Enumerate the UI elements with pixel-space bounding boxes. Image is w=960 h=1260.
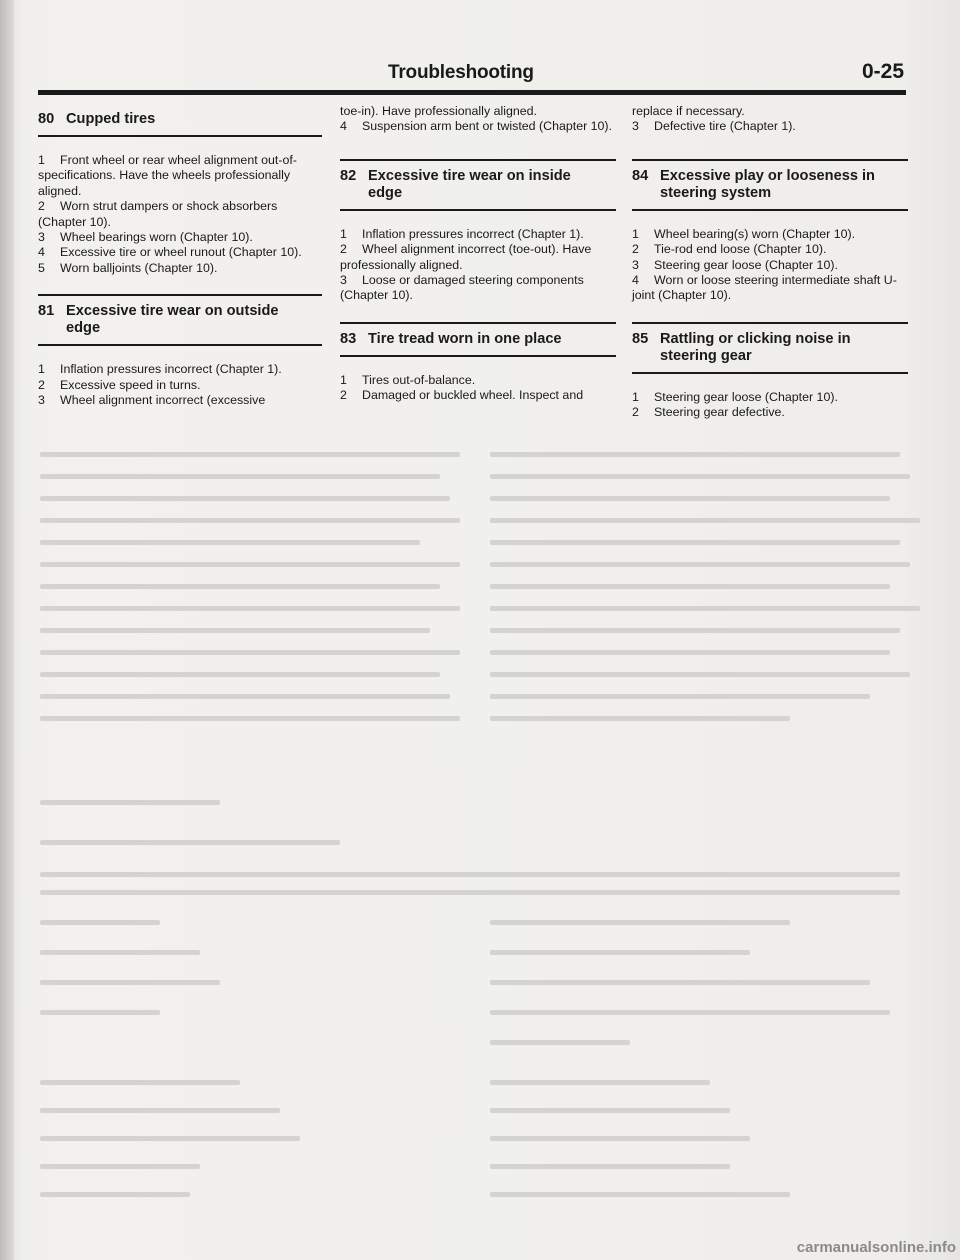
section-rule <box>340 355 616 357</box>
bleed-through-line <box>490 518 920 523</box>
section-rule <box>632 322 908 324</box>
bleed-through-line <box>490 540 900 545</box>
bleed-through-line <box>40 840 340 845</box>
section-rule <box>38 344 322 346</box>
list-item-continued: toe-in). Have professionally aligned. <box>340 104 537 118</box>
bleed-through-line <box>40 650 460 655</box>
bleed-through-line <box>40 1080 240 1085</box>
list-item-continued: replace if necessary. <box>632 104 745 118</box>
bleed-through-line <box>490 474 910 479</box>
bleed-through-line <box>490 672 910 677</box>
column-3 <box>632 104 908 439</box>
list-item: 2 Worn strut dampers or shock absorbers (Chapter 10). <box>38 199 278 229</box>
section-rule <box>632 372 908 374</box>
bleed-through-line <box>40 950 200 955</box>
list-item: 2 Wheel alignment incorrect (toe-out). Have professionally aligned. <box>340 242 592 272</box>
section-items <box>632 390 908 421</box>
continued-text <box>632 104 908 135</box>
section-rule <box>38 294 322 296</box>
continued-text <box>340 104 616 135</box>
bleed-through-line <box>40 518 460 523</box>
bleed-through-line <box>490 496 890 501</box>
bleed-through-line <box>40 1108 280 1113</box>
bleed-through-line <box>40 1136 300 1141</box>
list-item: 1 Steering gear loose (Chapter 10). <box>632 389 838 404</box>
bleed-through-line <box>40 1010 160 1015</box>
list-item: 3 Steering gear loose (Chapter 10). <box>632 257 838 272</box>
section-items <box>38 153 322 276</box>
section-items <box>340 373 616 404</box>
list-item: 4 Worn or loose steering intermediate shaft U-joint (Chapter 10). <box>632 273 897 303</box>
bleed-through-line <box>490 650 890 655</box>
bleed-through-line <box>490 1164 730 1169</box>
list-item: 1 Inflation pressures incorrect (Chapter 1). <box>38 362 282 377</box>
section-rule <box>632 209 908 211</box>
page-number: 0-25 <box>861 60 904 83</box>
bleed-through-line <box>490 628 900 633</box>
list-item: 1 Wheel bearing(s) worn (Chapter 10). <box>632 226 856 241</box>
column-2 <box>340 104 616 422</box>
bleed-through-line <box>40 980 220 985</box>
watermark-text: carmanualsonline.info <box>796 1239 956 1256</box>
list-item: 5 Worn balljoints (Chapter 10). <box>38 260 218 275</box>
section-items <box>38 362 322 408</box>
section-heading: 83 Tire tread worn in one place <box>340 330 562 347</box>
list-item: 4 Excessive tire or wheel runout (Chapter 10). <box>38 245 302 260</box>
section-heading: 80 Cupped tires <box>38 111 156 127</box>
bleed-through-line <box>40 628 430 633</box>
bleed-through-line <box>490 584 890 589</box>
list-item: 2 Tie-rod end loose (Chapter 10). <box>632 242 827 257</box>
list-item: 2 Steering gear defective. <box>632 405 785 420</box>
list-item: 3 Defective tire (Chapter 1). <box>632 119 796 134</box>
section-rule <box>340 322 616 324</box>
section-heading: 85 Rattling or clicking noise in steering gear <box>632 330 851 364</box>
bleed-through-line <box>490 980 870 985</box>
bleed-through-line <box>490 1010 890 1015</box>
list-item: 3 Wheel alignment incorrect (excessive <box>38 393 266 408</box>
bleed-through-line <box>490 694 870 699</box>
bleed-through-line <box>490 1108 730 1113</box>
bleed-through-line <box>40 672 440 677</box>
bleed-through-line <box>40 920 160 925</box>
bleed-through-line <box>40 800 220 805</box>
section-rule <box>38 135 322 137</box>
bleed-through-line <box>490 716 790 721</box>
bleed-through-line <box>40 496 450 501</box>
bleed-through-background <box>30 440 920 1220</box>
bleed-through-line <box>40 540 420 545</box>
list-item: 1 Front wheel or rear wheel alignment out-of-specifications. Have the wheels professionally aligned. <box>38 153 297 198</box>
section-items <box>632 227 908 304</box>
section-rule <box>632 159 908 161</box>
bleed-through-line <box>490 920 790 925</box>
bleed-through-line <box>490 606 920 611</box>
bleed-through-line <box>40 1192 190 1197</box>
bleed-through-line <box>40 716 460 721</box>
list-item: 1 Inflation pressures incorrect (Chapter 1). <box>340 226 584 241</box>
bleed-through-line <box>490 1136 750 1141</box>
section-rule <box>340 209 616 211</box>
column-1 <box>38 104 322 426</box>
bleed-through-line <box>40 474 440 479</box>
bleed-through-line <box>40 562 460 567</box>
bleed-through-line <box>490 1192 790 1197</box>
bleed-through-line <box>40 584 440 589</box>
bleed-through-line <box>490 1040 630 1045</box>
bleed-through-line <box>40 694 450 699</box>
section-items <box>340 227 616 304</box>
list-item: 2 Damaged or buckled wheel. Inspect and <box>340 388 584 403</box>
bleed-through-line <box>490 562 910 567</box>
book-spine-shadow <box>0 0 14 1260</box>
section-heading: 82 Excessive tire wear on inside edge <box>340 167 571 201</box>
bleed-through-line <box>40 872 900 877</box>
bleed-through-line <box>40 1164 200 1169</box>
bleed-through-line <box>490 452 900 457</box>
page-header <box>38 52 906 92</box>
section-heading: 81 Excessive tire wear on outside edge <box>38 303 279 337</box>
header-rule <box>38 90 906 95</box>
bleed-through-line <box>40 452 460 457</box>
list-item: 2 Excessive speed in turns. <box>38 377 201 392</box>
list-item: 4 Suspension arm bent or twisted (Chapter 10). <box>340 119 613 134</box>
section-rule <box>340 159 616 161</box>
list-item: 3 Wheel bearings worn (Chapter 10). <box>38 230 253 245</box>
list-item: 1 Tires out-of-balance. <box>340 372 476 387</box>
bleed-through-line <box>490 1080 710 1085</box>
bleed-through-line <box>40 606 460 611</box>
bleed-through-line <box>490 950 750 955</box>
section-heading: 84 Excessive play or looseness in steering system <box>632 167 875 201</box>
bleed-through-line <box>40 890 900 895</box>
list-item: 3 Loose or damaged steering components (Chapter 10). <box>340 273 584 303</box>
page-title: Troubleshooting <box>388 62 534 83</box>
